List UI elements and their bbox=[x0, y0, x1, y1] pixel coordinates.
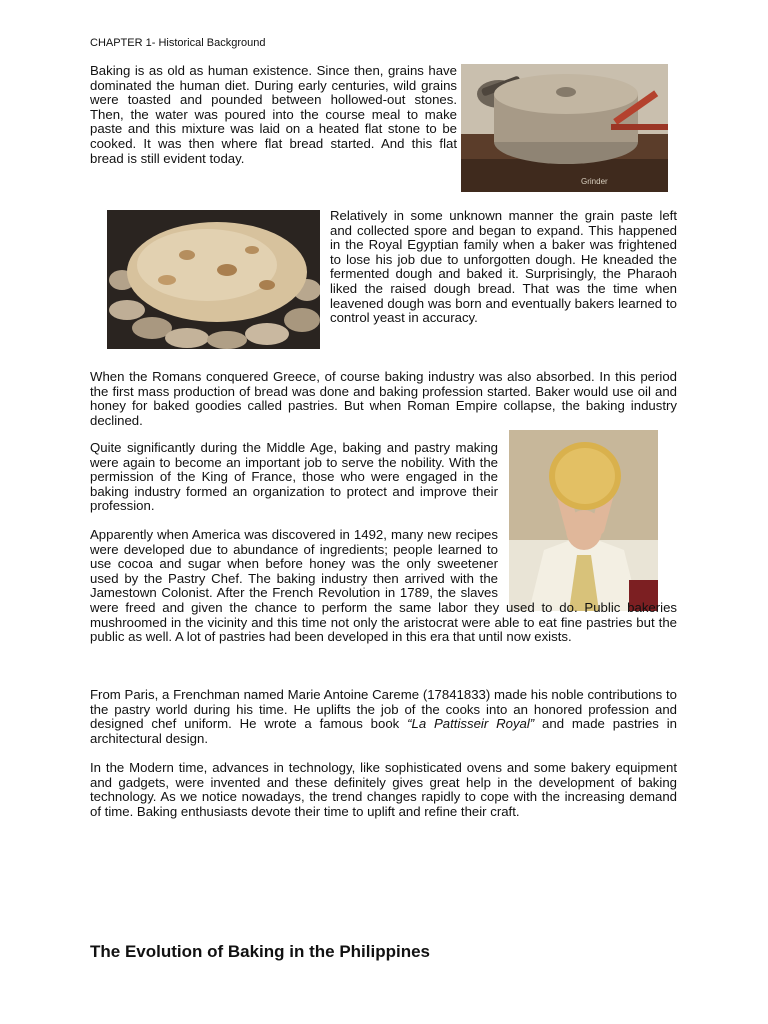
paragraph-modern-time: In the Modern time, advances in technology, like sophisticated ovens and some bakery equipment and gadgets, were invented and these definitely gives great help in the development of baking technology. As we notice nowadays, the trend changes rapidly to cope with the increasing demand of time. Baking enthusiasts devote their time to uplift and refine their craft. bbox=[90, 760, 677, 819]
paragraph-romans: When the Romans conquered Greece, of course baking industry was also absorbed. In this period the first mass production of bread was done and baking profession started. Baker would use oil and honey for baked goodies called pastries. But when Roman Empire collapse, the baking industry declined. bbox=[90, 369, 677, 428]
book-title: “La Pattisseir Royal” bbox=[407, 716, 535, 732]
section-heading: The Evolution of Baking in the Philippines bbox=[90, 942, 431, 961]
flat-bread-on-stones-image bbox=[107, 210, 320, 349]
paragraph-middle-age: Quite significantly during the Middle Age, baking and pastry making were again to become an important job to serve the nobility. With the permission of the King of France, those who were engaged in the baking industry formed an organization to protect and improve their profession. bbox=[90, 440, 498, 514]
paragraph-leavened-dough: Relatively in some unknown manner the grain paste left and collected spore and began to expand. This happened in the Royal Egyptian family when a baker was frightened to lose his job due to unforgotten dough. He kneaded the fermented dough and baked it. Surprisingly, the Pharaoh liked the raised dough bread. That was the time when leavened dough was born and eventually bakers learned to control yeast in accuracy. bbox=[330, 208, 677, 326]
paragraph-america-wide: were freed and given the chance to perform the same labor they used to do. Public bakeries mushroomed in the vicinity and this time not only the aristocrat were able to eat fine pastries but the public as well. A lot of pastries had been developed in this era that until now exists. bbox=[90, 599, 677, 645]
careme-text-after: and made pastries in architectural design. bbox=[90, 716, 677, 746]
stone-grinder-image bbox=[461, 64, 668, 192]
paragraph-origins: Baking is as old as human existence. Since then, grains have dominated the human diet. During early centuries, wild grains were toasted and pounded between hollowed-out stones. Then, the water was poured into the course meal to make paste and this mixture was laid on a heated flat stone to be cooked. It was then where flat bread started. And this flat bread is still evident today. bbox=[90, 63, 457, 166]
paragraph-careme bbox=[90, 688, 677, 746]
paragraph-america-narrow: Apparently when America was discovered in 1492, many new recipes were developed due to abundance of ingredients; people learned to use cocoa and sugar when before honey was the only sweetener used by the Pastry Chef. The baking industry then arrived with the Jamestown Colonist. After the French Revolution in 1789, the slaves bbox=[90, 527, 498, 601]
careme-text-before: From Paris, a Frenchman named Marie Antoine Careme (17841833) made his noble contributions to the pastry world during his time. He uplifts the job of the cooks into an honored profession and designed chef uniform. He wrote a famous book bbox=[90, 687, 677, 732]
grinder-label: Grinder bbox=[581, 177, 608, 186]
chapter-header: CHAPTER 1- Historical Background bbox=[90, 37, 266, 49]
paragraph-america bbox=[90, 528, 677, 645]
